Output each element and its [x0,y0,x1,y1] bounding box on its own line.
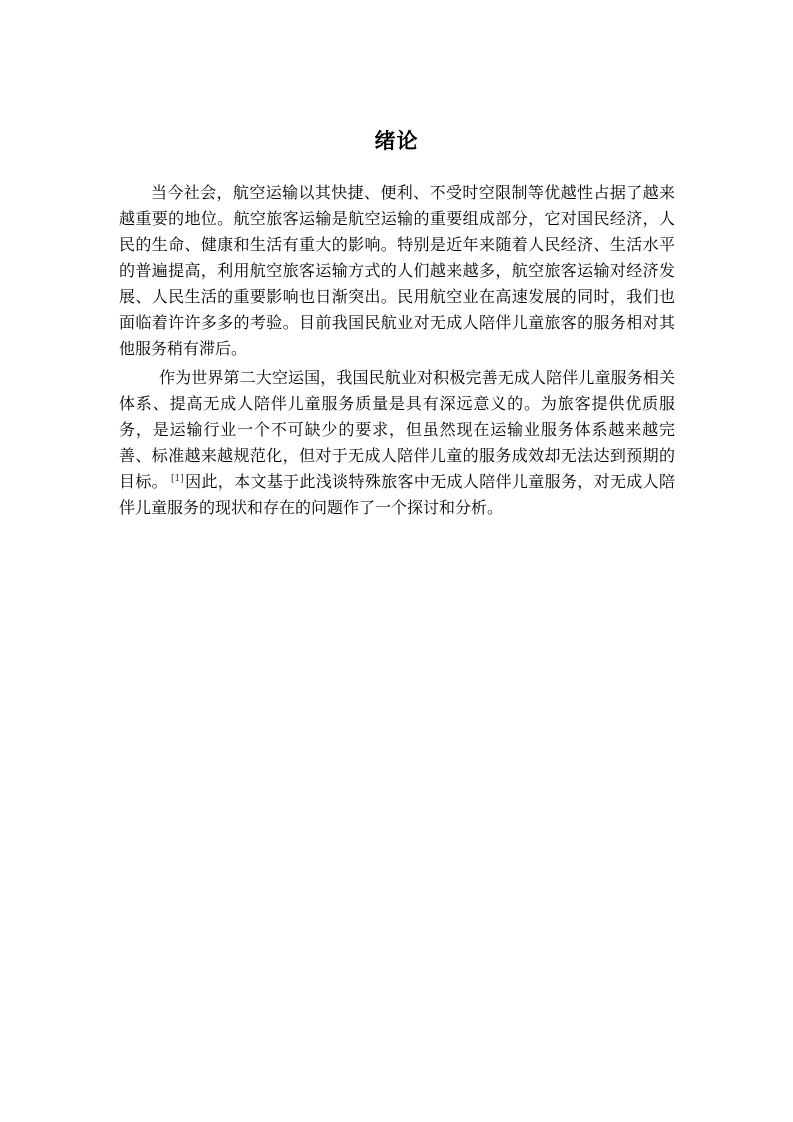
paragraph-2-text-after-citation: 因此，本文基于此浅谈特殊旅客中无成人陪伴儿童服务，对无成人陪伴儿童服务的现状和存在的问题作了一个探讨和分析。 [119,472,675,517]
paragraph-2 [119,365,675,521]
paragraph-1: 当今社会，航空运输以其快捷、便利、不受时空限制等优越性占据了越来越重要的地位。航空旅客运输是航空运输的重要组成部分，它对国民经济，人民的生命、健康和生活有重大的影响。特别是近年来随着人民经济、生活水平的普遍提高，利用航空旅客运输方式的人们越来越多，航空旅客运输对经济发展、人民生活的重要影响也日渐突出。民用航空业在高速发展的同时，我们也面临着许许多多的考验。目前我国民航业对无成人陪伴儿童旅客的服务相对其他服务稍有滞后。 [119,183,675,358]
paragraph-2-text-before-citation: 作为世界第二大空运国，我国民航业对积极完善无成人陪伴儿童服务相关体系、提高无成人陪伴儿童服务质量是具有深远意义的。为旅客提供优质服务，是运输行业一个不可缺少的要求，但虽然现在运输业服务体系越来越完善、标准越来越规范化，但对于无成人陪伴儿童的服务成效却无法达到预期的目标。 [119,368,675,491]
document-title: 绪论 [374,129,419,153]
document-body [119,180,675,524]
citation-marker: [1] [171,473,184,484]
